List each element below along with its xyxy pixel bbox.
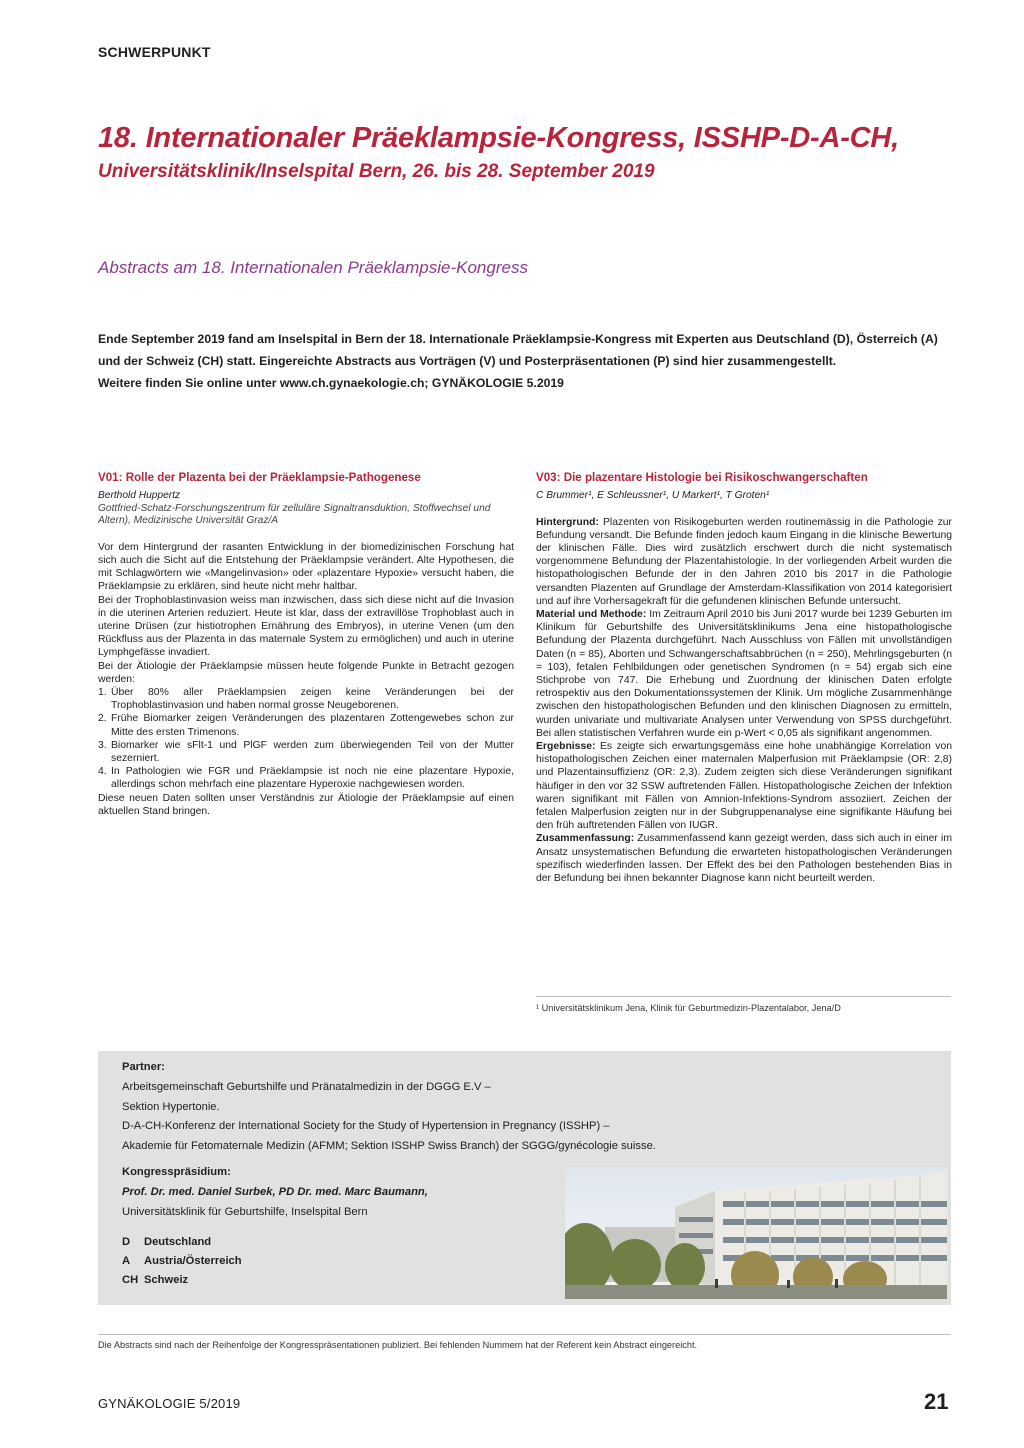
footnote-divider [536, 996, 951, 997]
section-text: Zusammenfassend kann gezeigt werden, dass sich auch in einer im Ansatz unsystematischen Befundung die erwarteten histopathologischen Veränderungen spezifisch wiederfinden lassen. Der Effekt des bei den Pathologen bestehenden Bias in der Befundung bei ihnen bekannter Diagnose kann nicht beurteilt werden. [536, 833, 952, 885]
intro-block [98, 328, 954, 394]
abstract-paragraph: Vor dem Hintergrund der rasanten Entwicklung in der biomedizinischen Forschung hat sich auch die Sicht auf die Entstehung der Präeklampsie verändert. Alte Hypothesen, die mit Schlagwörtern wie «Mangelinvasion» oder «plazentare Hypoxie» versucht haben, die Präeklampsie zu erklären, sind heute nicht mehr haltbar. [98, 541, 514, 593]
intro-more: Weitere finden Sie online unter www.ch.gynaekologie.ch; GYNÄKOLOGIE 5.2019 [98, 376, 564, 390]
partner-section [122, 1058, 656, 1157]
list-number: 4. [98, 766, 107, 778]
journal-footer: GYNÄKOLOGIE 5/2019 [98, 1396, 241, 1411]
page-subtitle: Universitätsklinik/Inselspital Bern, 26. bis 28. September 2019 [98, 161, 655, 182]
abstract-title: V03: Die plazentare Histologie bei Risikoschwangerschaften [536, 471, 868, 484]
section-label: Hintergrund: [536, 516, 599, 528]
abstract-paragraph: Bei der Trophoblastinvasion weiss man inzwischen, dass sich diese nicht auf die Invasion in die uterinen Arterien reduziert. Heute ist klar, dass der extravillöse Trophoblast auch in uterine Drüsen (zur histiotrophen Ernährung des Embryos), in uterine Venen (um den Rückfluss aus der Plazenta in das maternale System zu ermöglichen) und auch in uterine Lymphgefässe invadiert. [98, 594, 514, 659]
country-name: Schweiz [144, 1274, 189, 1286]
list-number: 2. [98, 713, 107, 725]
abstract-title: V01: Rolle der Plazenta bei der Präeklampsie-Pathogenese [98, 471, 421, 484]
list-text: Über 80% aller Präeklampsien zeigen keine Veränderungen bei der Trophoblastinvasion und haben normal grosse Neugeborenen. [111, 687, 514, 712]
country-row [122, 1233, 242, 1252]
praesidium-names: Prof. Dr. med. Daniel Surbek, PD Dr. med. Marc Baumann, [122, 1185, 428, 1198]
praesidium-institution: Universitätsklinik für Geburtshilfe, Inselspital Bern [122, 1205, 368, 1218]
abstract-paragraph: Bei der Ätiologie der Präeklampsie müssen heute folgende Punkte in Betracht gezogen werden: [98, 660, 514, 685]
section-text: Es zeigte sich erwartungsgemäss eine hohe unabhängige Korrelation von histopathologischen Zeichen einer maternalen Malperfusion mit Präeklampsie (OR: 2,8) und Plazentainsuffizienz (OR: 2,3). Zudem zeigten sich diese Veränderungen signifikant häufiger in den vor 32 SSW auftretenden Fällen. Histopathologische Zeichen der Infektion waren signifikant mit Fällen von Amnion-Infektions-Syndrom assoziiert. Zeichen der fetalen Malperfusion zeigten nur in der Subgruppenanalyse eine signifikante Häufung bei den früh auftretenden Fällen von IUGR. [536, 741, 952, 832]
section-text: Im Zeitraum April 2010 bis Juni 2017 wurde bei 1239 Geburten im Klinikum für Geburtshilfe des Universitätsklinikums Jena eine histopathologische Befundung der Plazenta durchgeführt. Nach Ausschluss von Fällen mit unvollständigen Daten (n = 85), Aborten und Schwangerschaftsabbrüchen (n = 250), Mehrlingsgeburten (n = 103), fetalen Fehlbildungen oder genetischen Syndromen (n = 54) ergab sich eine Stichprobe von 747. Die Erhebung und Zuordnung der klinischen Daten erfolgte retrospektiv aus den Dokumentationssystemen der Klinik. Um mögliche Zusammenhänge zwischen den histopathologischen Befunden und den klinischen Diagnosen zu ermitteln, wurden univariate und multivariate Analysen unter Verwendung von SPSS durchgeführt. Bei allen statistischen Verfahren wurde ein p-Wert < 0,05 als signifikant angenommen. [536, 609, 952, 739]
list-text: In Pathologien wie FGR und Präeklampsie ist noch nie eine plazentare Hypoxie, allerdings schon mehrfach eine plazentare Hyperoxie nachgewiesen worden. [111, 766, 514, 791]
abstract-authors: C Brummer¹, E Schleussner¹, U Markert¹, T Groten¹ [536, 490, 770, 501]
partner-heading: Partner: [122, 1061, 165, 1073]
abstract-section-methods [536, 608, 952, 740]
abstract-paragraph: Diese neuen Daten sollten unser Verständnis zur Ätiologie der Präeklampsie auf einen aktuellen Stand bringen. [98, 792, 514, 817]
country-row [122, 1271, 242, 1290]
country-code: D [122, 1236, 131, 1248]
list-text: Frühe Biomarker zeigen Veränderungen des plazentaren Zottengewebes schon zur Mitte des ersten Trimenons. [111, 713, 514, 738]
numbered-list [98, 686, 514, 792]
partner-line: Sektion Hypertonie. [122, 1100, 220, 1113]
bottom-divider [98, 1334, 951, 1335]
abstracts-heading: Abstracts am 18. Internationalen Präeklampsie-Kongress [98, 258, 528, 277]
section-text: Plazenten von Risikogeburten werden routinemässig in die Pathologie zur Befundung versandt. Die Befunde finden jedoch kaum Eingang in die klinische Bewertung der klinischen Fälle. Dies wird zusätzlich erschwert durch die nicht systematisch vorgenommene Befundung der Plazentahistologie. In der vorliegenden Arbeit wurden die histopathologischen Befunde der in den Jahren 2010 bis 2017 in die Pathologie versandten Plazenten auf Grundlage der Amsterdam-Klassifikation von 2014 kategorisiert und auf ihre Vorhersagekraft für die gefundenen klinischen Befunde untersucht. [536, 516, 952, 607]
country-name: Austria/Österreich [144, 1255, 242, 1267]
page-number: 21 [924, 1389, 949, 1414]
country-code: A [122, 1255, 131, 1267]
list-item [98, 765, 514, 791]
section-label: SCHWERPUNKT [98, 44, 211, 60]
page-title: 18. Internationaler Präeklampsie-Kongress, ISSHP-D-A-CH, [98, 122, 900, 154]
abstract-v03 [536, 470, 952, 885]
list-item [98, 712, 514, 738]
footnote: ¹ Universitätsklinikum Jena, Klinik für Geburtmedizin-Plazentalabor, Jena/D [536, 1003, 841, 1013]
section-label: Material und Methode: [536, 609, 647, 621]
partner-line: Arbeitsgemeinschaft Geburtshilfe und Pränatalmedizin in der DGGG E.V – [122, 1080, 491, 1093]
country-row [122, 1252, 242, 1271]
inselspital-building-photo [565, 1167, 947, 1299]
abstract-section-summary [536, 832, 952, 885]
praesidium-heading: Kongresspräsidium: [122, 1166, 231, 1178]
list-number: 3. [98, 739, 107, 751]
section-label: Zusammenfassung: [536, 833, 635, 845]
list-number: 1. [98, 687, 107, 699]
abstract-affiliation: Gottfried-Schatz-Forschungszentrum für zelluläre Signaltransduktion, Stoffwechsel und Altern), Medizinische Universität Graz/A [98, 502, 491, 527]
praesidium-section [122, 1163, 428, 1222]
abstract-section-results [536, 740, 952, 832]
abstract-section-background [536, 516, 952, 608]
abstract-v01 [98, 470, 514, 818]
country-code: CH [122, 1274, 139, 1286]
bottom-note: Die Abstracts sind nach der Reihenfolge der Kongresspräsentationen publiziert. Bei fehlenden Nummern hat der Referent kein Abstract eingereicht. [98, 1340, 698, 1350]
country-name: Deutschland [144, 1236, 212, 1248]
section-label: Ergebnisse: [536, 741, 596, 753]
list-item [98, 739, 514, 765]
country-legend [122, 1233, 242, 1290]
abstract-author: Berthold Huppertz [98, 490, 181, 501]
partner-line: D-A-CH-Konferenz der International Society for the Study of Hypertension in Pregnancy (ISSHP) – [122, 1120, 610, 1133]
intro-text: Ende September 2019 fand am Inselspital in Bern der 18. Internationale Präeklampsie-Kongress mit Experten aus Deutschland (D), Österreich (A) und der Schweiz (CH) statt. Eingereichte Abstracts aus Vorträgen (V) und Posterpräsentationen (P) sind hier zusammengestellt. [98, 332, 938, 368]
partner-line: Akademie für Fetomaternale Medizin (AFMM; Sektion ISSHP Swiss Branch) der SGGG/gynécologie suisse. [122, 1140, 656, 1153]
list-text: Biomarker wie sFlt-1 und PlGF werden zum überwiegenden Teil von der Mutter sezerniert. [111, 739, 514, 765]
list-item [98, 686, 514, 712]
